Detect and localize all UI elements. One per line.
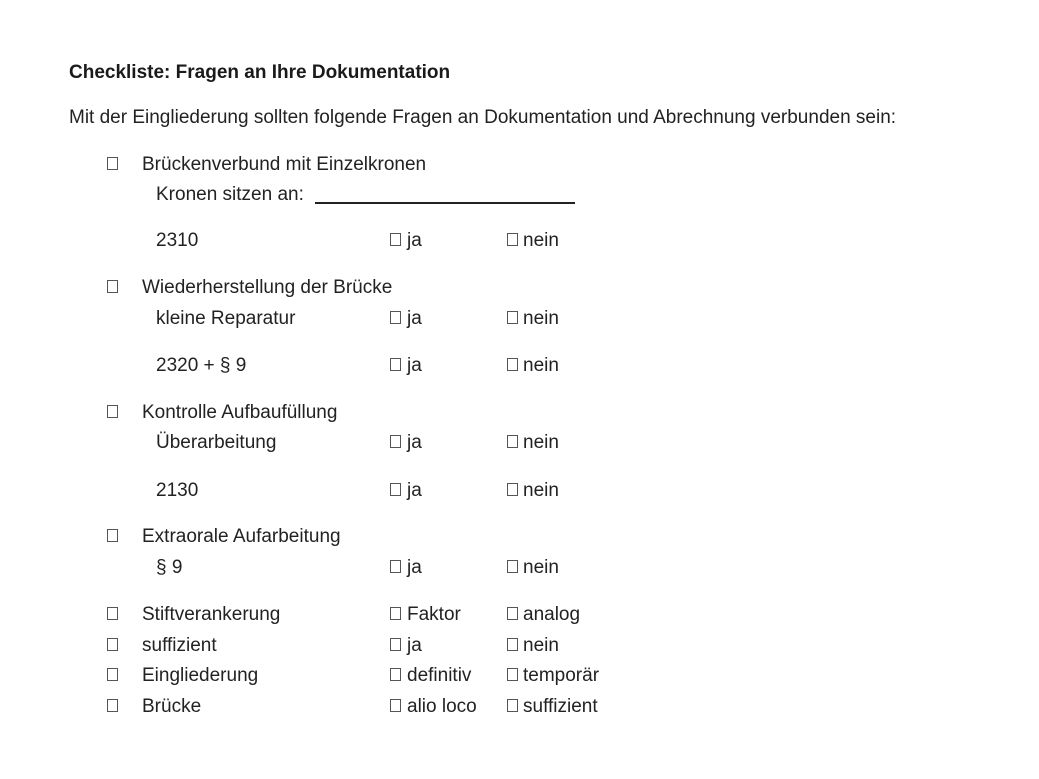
row-label: 2130 — [156, 480, 199, 501]
item-checkbox-suffizient[interactable] — [107, 638, 118, 651]
ja-checkbox[interactable] — [390, 233, 401, 246]
section-checkbox-extraoral[interactable] — [107, 529, 118, 542]
nein-checkbox[interactable] — [507, 311, 518, 324]
nein-label: nein — [523, 230, 559, 251]
option-checkbox[interactable] — [390, 699, 401, 712]
ja-checkbox[interactable] — [390, 311, 401, 324]
crowns-label: Kronen sitzen an: — [156, 184, 304, 205]
section-heading: Extraorale Aufarbeitung — [142, 526, 341, 547]
item-label: Brücke — [142, 696, 202, 717]
row-label: kleine Reparatur — [156, 308, 296, 329]
item-label: Stiftverankerung — [142, 604, 281, 625]
item-label: suffizient — [142, 635, 217, 656]
page-title: Checkliste: Fragen an Ihre Dokumentation — [69, 62, 451, 83]
nein-checkbox[interactable] — [507, 233, 518, 246]
nein-checkbox[interactable] — [507, 560, 518, 573]
option-label: analog — [523, 604, 581, 625]
option-checkbox[interactable] — [390, 668, 401, 681]
option-label: alio loco — [407, 696, 477, 717]
option-checkbox[interactable] — [507, 607, 518, 620]
option-label: nein — [523, 635, 559, 656]
option-label: ja — [407, 635, 422, 656]
section-checkbox-brueckenverbund[interactable] — [107, 157, 118, 170]
nein-label: nein — [523, 480, 559, 501]
option-checkbox[interactable] — [390, 607, 401, 620]
section-checkbox-wiederherstellung[interactable] — [107, 280, 118, 293]
section-checkbox-aufbaufuellung[interactable] — [107, 405, 118, 418]
option-checkbox[interactable] — [507, 699, 518, 712]
item-label: Eingliederung — [142, 665, 259, 686]
row-label: 2320 + § 9 — [156, 355, 247, 376]
ja-label: ja — [407, 230, 422, 251]
option-label: Faktor — [407, 604, 461, 625]
ja-label: ja — [407, 355, 422, 376]
option-checkbox[interactable] — [507, 668, 518, 681]
crowns-blank-line[interactable] — [315, 202, 575, 204]
item-checkbox-bruecke[interactable] — [107, 699, 118, 712]
ja-checkbox[interactable] — [390, 358, 401, 371]
ja-checkbox[interactable] — [390, 560, 401, 573]
section-heading: Kontrolle Aufbaufüllung — [142, 402, 338, 423]
section-heading: Brückenverbund mit Einzelkronen — [142, 154, 427, 175]
option-label: temporär — [523, 665, 600, 686]
nein-label: nein — [523, 355, 559, 376]
nein-checkbox[interactable] — [507, 358, 518, 371]
row-label: Überarbeitung — [156, 432, 277, 453]
nein-label: nein — [523, 432, 559, 453]
option-checkbox[interactable] — [390, 638, 401, 651]
nein-checkbox[interactable] — [507, 435, 518, 448]
ja-checkbox[interactable] — [390, 483, 401, 496]
ja-label: ja — [407, 308, 422, 329]
ja-label: ja — [407, 557, 422, 578]
section-heading: Wiederherstellung der Brücke — [142, 277, 393, 298]
option-label: suffizient — [523, 696, 598, 717]
nein-label: nein — [523, 557, 559, 578]
ja-label: ja — [407, 480, 422, 501]
ja-label: ja — [407, 432, 422, 453]
row-label: 2310 — [156, 230, 199, 251]
option-checkbox[interactable] — [507, 638, 518, 651]
item-checkbox-stiftverankerung[interactable] — [107, 607, 118, 620]
nein-checkbox[interactable] — [507, 483, 518, 496]
nein-label: nein — [523, 308, 559, 329]
row-label: § 9 — [156, 557, 183, 578]
item-checkbox-eingliederung[interactable] — [107, 668, 118, 681]
ja-checkbox[interactable] — [390, 435, 401, 448]
intro-text: Mit der Eingliederung sollten folgende Fragen an Dokumentation und Abrechnung verbunden sein: — [69, 107, 897, 128]
option-label: definitiv — [407, 665, 472, 686]
